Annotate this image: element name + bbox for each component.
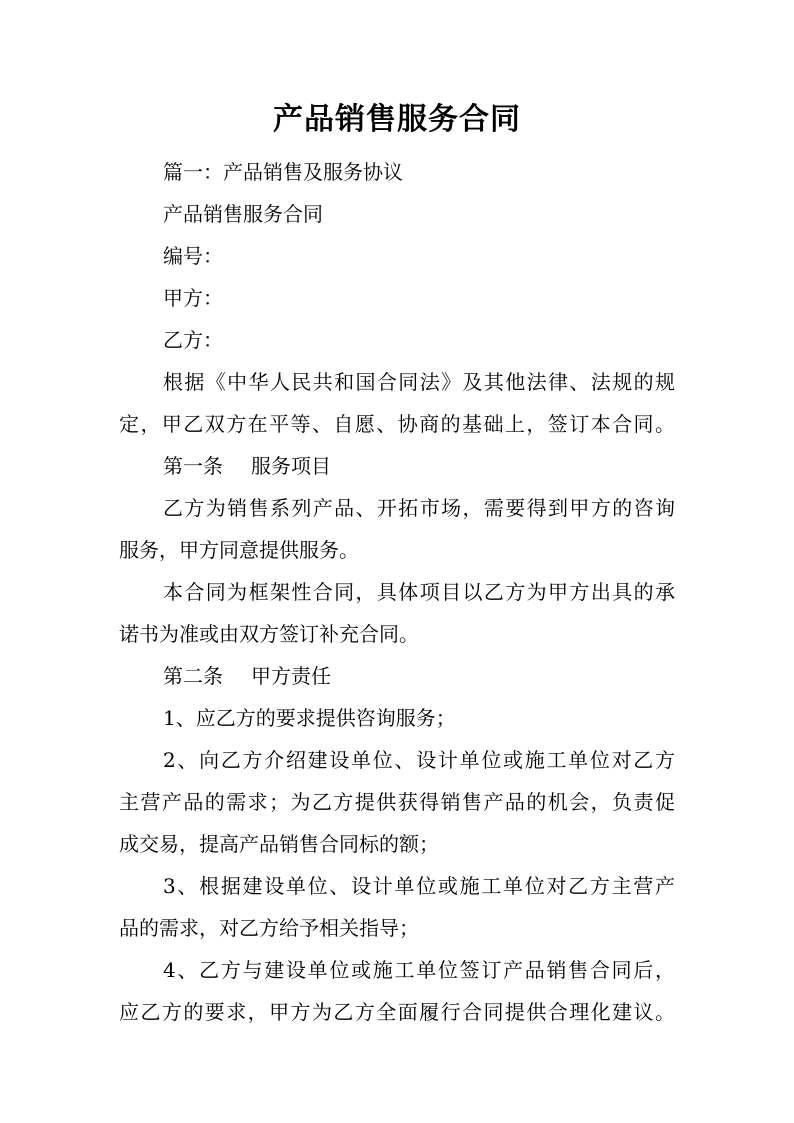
list-item: 4、乙方与建设单位或施工单位签订产品销售合同后， — [163, 958, 675, 982]
paragraph-line: 应乙方的要求，甲方为乙方全面履行合同提供合理化建议。 — [119, 1000, 675, 1024]
paragraph-line: 乙方为销售系列产品、开拓市场，需要得到甲方的咨询 — [163, 496, 675, 520]
party-b-field: 乙方： — [163, 328, 223, 352]
paragraph-line: 成交易，提高产品销售合同标的额； — [119, 832, 439, 856]
party-a-field: 甲方： — [163, 286, 223, 310]
article-1-heading — [163, 452, 331, 480]
article-2-heading — [163, 662, 331, 690]
list-item: 1、应乙方的要求提供咨询服务； — [163, 706, 456, 730]
paragraph-line: 根据《中华人民共和国合同法》及其他法律、法规的规 — [163, 370, 675, 394]
contract-name: 产品销售服务合同 — [163, 202, 323, 226]
paragraph-line: 本合同为框架性合同，具体项目以乙方为甲方出具的承 — [163, 580, 675, 604]
article-number: 第二条 — [163, 664, 223, 688]
paragraph-line: 品的需求，对乙方给予相关指导； — [119, 916, 419, 940]
list-item: 3、根据建设单位、设计单位或施工单位对乙方主营产 — [163, 874, 675, 898]
document-title: 产品销售服务合同 — [273, 102, 521, 137]
article-title: 服务项目 — [251, 454, 331, 478]
list-item: 2、向乙方介绍建设单位、设计单位或施工单位对乙方 — [163, 748, 675, 772]
paragraph-line: 主营产品的需求；为乙方提供获得销售产品的机会，负责促 — [119, 790, 675, 814]
article-number: 第一条 — [163, 454, 223, 478]
contract-number-field: 编号： — [163, 244, 223, 268]
paragraph-line: 服务，甲方同意提供服务。 — [119, 538, 359, 562]
article-title: 甲方责任 — [251, 664, 331, 688]
paragraph-line: 定，甲乙双方在平等、自愿、协商的基础上，签订本合同。 — [119, 412, 675, 436]
paragraph-line: 诺书为准或由双方签订补充合同。 — [119, 622, 419, 646]
section-heading: 篇一：产品销售及服务协议 — [163, 160, 403, 184]
